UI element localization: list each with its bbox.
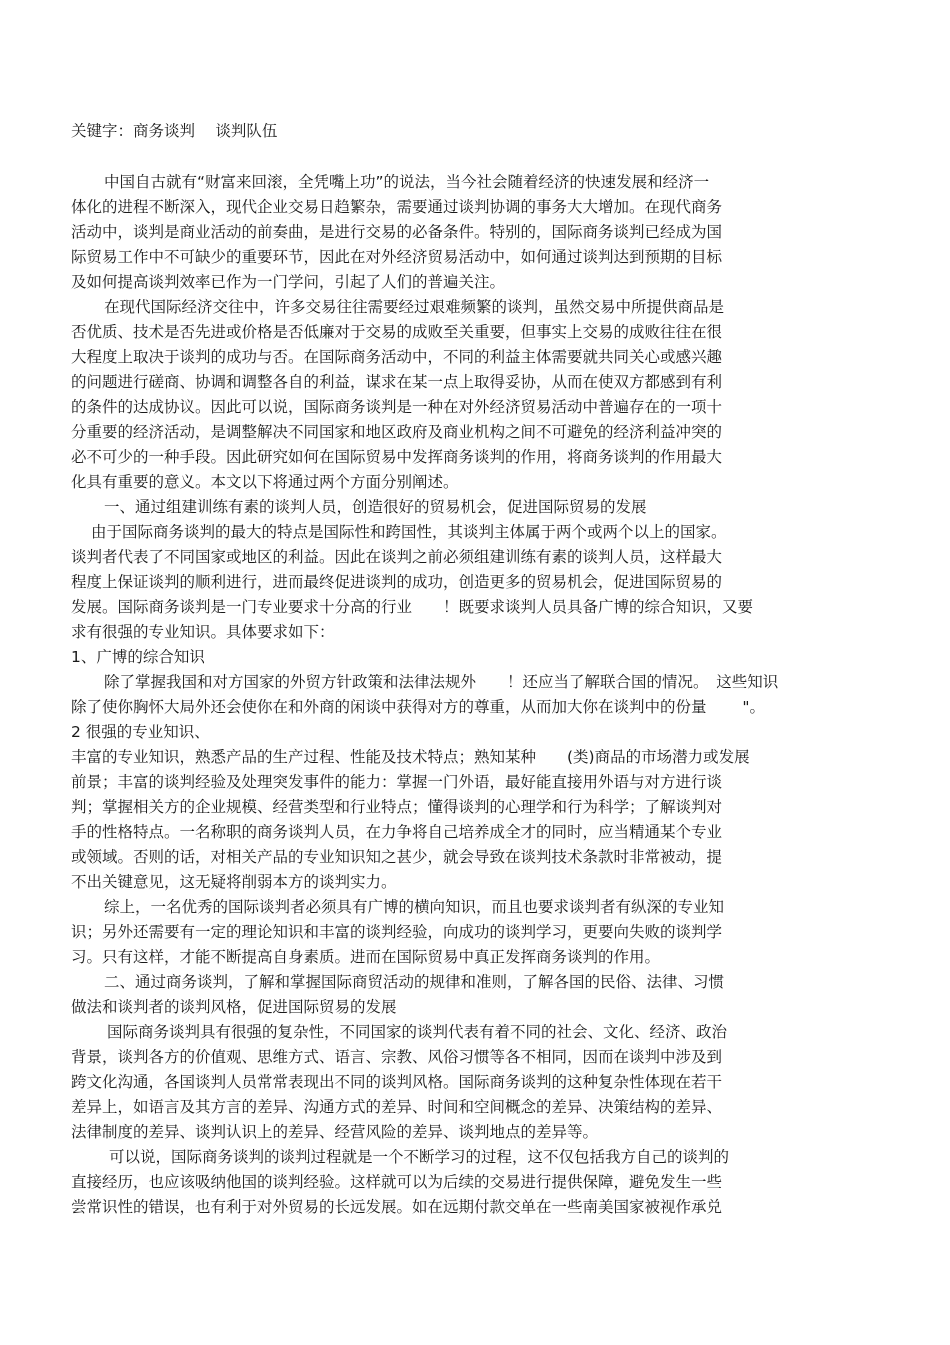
- paragraph-line: 发展。国际商务谈判是一门专业要求十分高的行业 ！既要求谈判人员具备广博的综合知识，又要: [71, 598, 754, 616]
- section-heading: 一、通过组建训练有素的谈判人员，创造很好的贸易机会，促进国际贸易的发展: [104, 498, 647, 516]
- subsection-heading: 2 很强的专业知识、: [71, 723, 210, 741]
- paragraph-line: 前景；丰富的谈判经验及处理突发事件的能力：掌握一门外语，最好能直接用外语与对方进行谈: [71, 773, 723, 791]
- paragraph-line: 或领域。否则的话，对相关产品的专业知识知之甚少，就会导致在谈判技术条款时非常被动，提: [71, 848, 723, 866]
- paragraph-line: 由于国际商务谈判的最大的特点是国际性和跨国性，其谈判主体属于两个或两个以上的国家。: [91, 523, 727, 541]
- section-heading: 二、通过商务谈判，了解和掌握国际商贸活动的规律和准则，了解各国的民俗、法律、习惯: [104, 973, 725, 991]
- section-heading: 做法和谈判者的谈判风格，促进国际贸易的发展: [71, 998, 397, 1016]
- paragraph-line: 手的性格特点。一名称职的商务谈判人员，在力争将自己培养成全才的同时，应当精通某个专业: [71, 823, 723, 841]
- paragraph-line: 大程度上取决于谈判的成功与否。在国际商务活动中，不同的利益主体需要就共同关心或感兴趣: [71, 348, 723, 366]
- paragraph-line: 体化的进程不断深入，现代企业交易日趋繁杂，需要通过谈判协调的事务大大增加。在现代商务: [71, 198, 723, 216]
- paragraph-line: 除了掌握我国和对方国家的外贸方针政策和法律法规外 ！还应当了解联合国的情况。 这些知识: [104, 673, 779, 691]
- paragraph-line: 求有很强的专业知识。具体要求如下：: [71, 623, 335, 641]
- paragraph-line: 判；掌握相关方的企业规模、经营类型和行业特点；懂得谈判的心理学和行为科学；了解谈判对: [71, 798, 723, 816]
- paragraph-line: 差异上，如语言及其方言的差异、沟通方式的差异、时间和空间概念的差异、决策结构的差异、: [71, 1098, 723, 1116]
- paragraph-line: 尝常识性的错误，也有利于对外贸易的长远发展。如在远期付款交单在一些南美国家被视作承兑: [71, 1198, 723, 1216]
- paragraph-line: 及如何提高谈判效率已作为一门学问，引起了人们的普遍关注。: [71, 273, 506, 291]
- keywords-line: 关键字：商务谈判 谈判队伍: [71, 122, 278, 140]
- paragraph-line: 分重要的经济活动，是调整解决不同国家和地区政府及商业机构之间不可避免的经济利益冲突的: [71, 423, 723, 441]
- paragraph-line: 否优质、技术是否先进或价格是否低廉对于交易的成败至关重要，但事实上交易的成败往往在很: [71, 323, 723, 341]
- paragraph-line: 不出关键意见，这无疑将削弱本方的谈判实力。: [71, 873, 397, 891]
- paragraph-line: 直接经历，也应该吸纳他国的谈判经验。这样就可以为后续的交易进行提供保障，避免发生一些: [71, 1173, 723, 1191]
- paragraph-line: 识；另外还需要有一定的理论知识和丰富的谈判经验，向成功的谈判学习，更要向失败的谈判学: [71, 923, 723, 941]
- paragraph-line: 法律制度的差异、谈判认识上的差异、经营风险的差异、谈判地点的差异等。: [71, 1123, 599, 1141]
- paragraph-line: 背景，谈判各方的价值观、思维方式、语言、宗教、风俗习惯等各不相同，因而在谈判中涉及到: [71, 1048, 723, 1066]
- paragraph-line: 的条件的达成协议。因此可以说，国际商务谈判是一种在对外经济贸易活动中普遍存在的一项十: [71, 398, 723, 416]
- paragraph-line: 可以说，国际商务谈判的谈判过程就是一个不断学习的过程，这不仅包括我方自己的谈判的: [109, 1148, 730, 1166]
- subsection-heading: 1、广博的综合知识: [71, 648, 205, 666]
- paragraph-line: 化具有重要的意义。本文以下将通过两个方面分别阐述。: [71, 473, 459, 491]
- paragraph-line: 中国自古就有“财富来回滚，全凭嘴上功”的说法，当今社会随着经济的快速发展和经济一: [104, 173, 710, 191]
- paragraph-line: 综上，一名优秀的国际谈判者必须具有广博的横向知识，而且也要求谈判者有纵深的专业知: [104, 898, 725, 916]
- paragraph-line: 丰富的专业知识，熟悉产品的生产过程、性能及技术特点；熟知某种 (类)商品的市场潜力或发展: [71, 748, 750, 766]
- paragraph-line: 的问题进行磋商、协调和调整各自的利益，谋求在某一点上取得妥协，从而在使双方都感到有利: [71, 373, 723, 391]
- paragraph-line: 际贸易工作中不可缺少的重要环节，因此在对外经济贸易活动中，如何通过谈判达到预期的目标: [71, 248, 723, 266]
- paragraph-line: 谈判者代表了不同国家或地区的利益。因此在谈判之前必须组建训练有素的谈判人员，这样最大: [71, 548, 723, 566]
- paragraph-line: 习。只有这样，才能不断提高自身素质。进而在国际贸易中真正发挥商务谈判的作用。: [71, 948, 661, 966]
- paragraph-line: 程度上保证谈判的顺利进行，进而最终促进谈判的成功，创造更多的贸易机会，促进国际贸易的: [71, 573, 723, 591]
- paragraph-line: 活动中，谈判是商业活动的前奏曲，是进行交易的必备条件。特别的，国际商务谈判已经成为国: [71, 223, 723, 241]
- paragraph-line: 跨文化沟通，各国谈判人员常常表现出不同的谈判风格。国际商务谈判的这种复杂性体现在若干: [71, 1073, 723, 1091]
- paragraph-line: 除了使你胸怀大局外还会使你在和外商的闲谈中获得对方的尊重，从而加大你在谈判中的份量 "。: [71, 698, 766, 716]
- paragraph-line: 在现代国际经济交往中，许多交易往往需要经过艰难频繁的谈判，虽然交易中所提供商品是: [104, 298, 725, 316]
- paragraph-line: 国际商务谈判具有很强的复杂性，不同国家的谈判代表有着不同的社会、文化、经济、政治: [107, 1023, 728, 1041]
- paragraph-line: 必不可少的一种手段。因此研究如何在国际贸易中发挥商务谈判的作用，将商务谈判的作用最大: [71, 448, 723, 466]
